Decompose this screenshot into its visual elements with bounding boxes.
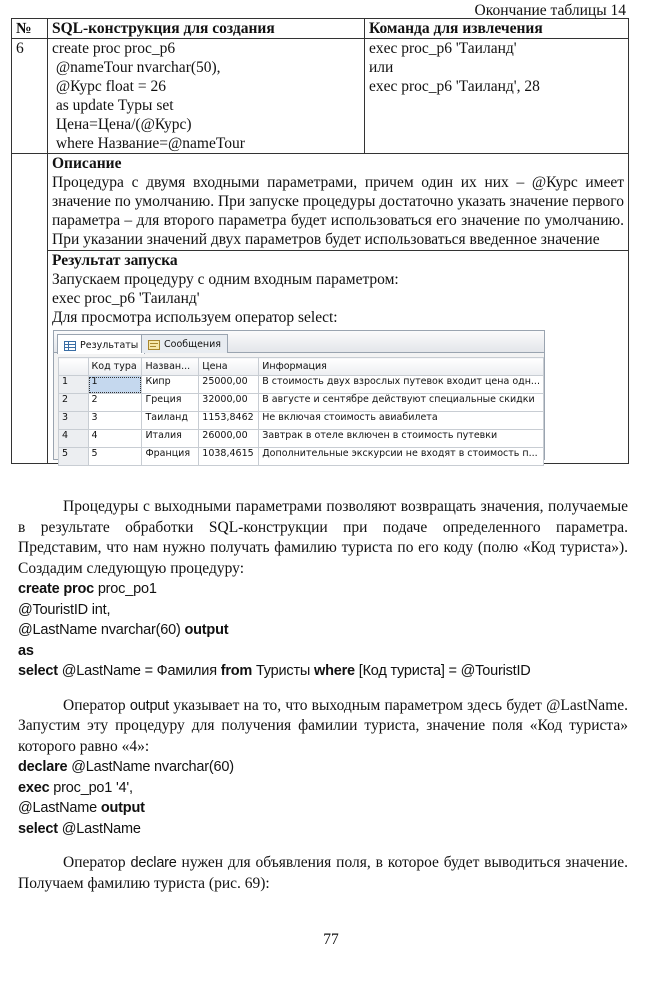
description-text: Процедура с двумя входными параметрами, причем один их них – @Курс имеет значение по умолчанию. При запуске процедуры достаточно указать значение первого параметра – для второго параметра будет использоваться его значение по умолчанию. При указании значений двух параметров будет использоваться введенное значение — [52, 174, 624, 248]
cell-name[interactable]: Греция — [142, 394, 199, 412]
messages-icon — [148, 340, 160, 350]
sql-line: @Курс float = 26 — [52, 78, 166, 95]
code-block-create — [18, 579, 628, 682]
cell-info[interactable]: Не включая стоимость авиабилета — [259, 412, 544, 430]
cell-code[interactable]: 1 — [88, 376, 142, 394]
row-number[interactable]: 5 — [59, 448, 89, 466]
code-line — [18, 641, 628, 662]
code-line — [18, 661, 628, 682]
grid-icon — [64, 341, 76, 351]
table-row — [59, 412, 544, 430]
result-cell — [48, 251, 629, 464]
col-header-name[interactable]: Назван... — [142, 358, 199, 376]
sql-line: where Название=@nameTour — [52, 135, 245, 152]
cell-price[interactable]: 26000,00 — [199, 430, 259, 448]
table-header-row — [12, 19, 629, 39]
paragraph-output-params: Процедуры с выходными параметрами позволяют возвращать значения, получаемые в результате обработки SQL-конструкции при подаче определенного параметра. Представим, что нам нужно получать фамилию туриста по его коду (полю «Код туриста»). Создадим следующую процедуру: — [18, 498, 628, 577]
code-keyword: as — [18, 642, 34, 659]
tab-results-label: Результаты — [80, 339, 139, 351]
paragraph-output-operator — [18, 696, 628, 758]
sql-cell — [48, 39, 365, 154]
text-span: указывает на то, что выходным параметром здесь будет @LastName. Запустим эту процедуру для получения фамилии туриста, значение поля «Код туриста» которого равно «4»: — [18, 696, 629, 755]
code-keyword: select — [18, 820, 58, 837]
cell-name[interactable]: Кипр — [142, 376, 199, 394]
result-line: Запускаем процедуру с одним входным параметром: — [52, 271, 399, 288]
command-cell — [365, 39, 629, 154]
empty-number-cell — [12, 154, 48, 464]
row-number: 6 — [12, 39, 48, 154]
results-grid-screenshot — [53, 330, 545, 460]
code-line: @TouristID int, — [18, 601, 111, 618]
row-number[interactable]: 3 — [59, 412, 89, 430]
code-keyword: declare — [18, 759, 68, 775]
cell-info[interactable]: Дополнительные экскурсии не входят в стоимость п... — [259, 448, 544, 466]
header-number: № — [12, 19, 48, 39]
header-sql: SQL-конструкция для создания — [48, 19, 365, 39]
cell-price[interactable]: 32000,00 — [199, 394, 259, 412]
code-text: proc_po1 — [93, 581, 157, 597]
cell-info[interactable]: В августе и сентябре действуют специальные скидки — [259, 394, 544, 412]
code-text: @LastName — [18, 800, 101, 816]
row-number[interactable]: 1 — [59, 376, 89, 394]
code-line — [18, 798, 628, 819]
cell-price[interactable]: 25000,00 — [199, 376, 259, 394]
code-keyword: select — [18, 663, 58, 679]
tab-messages[interactable] — [141, 334, 228, 353]
result-row — [12, 251, 629, 464]
code-text: Туристы — [252, 663, 314, 679]
code-keyword: output — [184, 622, 229, 638]
col-header-code[interactable]: Код тура — [88, 358, 142, 376]
code-line — [18, 620, 628, 641]
sql-line: create proc proc_p6 — [52, 40, 176, 57]
col-header-price[interactable]: Цена — [199, 358, 259, 376]
code-text: [Код туриста] = @TouristID — [354, 663, 531, 679]
paragraph-declare — [18, 853, 628, 894]
results-table — [58, 357, 544, 466]
table-row — [59, 394, 544, 412]
results-header-row — [59, 358, 544, 376]
table-row — [59, 430, 544, 448]
inline-code: output — [129, 697, 170, 714]
corner-cell — [59, 358, 89, 376]
cell-name[interactable]: Италия — [142, 430, 199, 448]
tab-messages-label: Сообщения — [164, 339, 222, 350]
code-text: @LastName nvarchar(60) — [67, 759, 234, 775]
header-command: Команда для извлечения — [365, 19, 629, 39]
code-block-declare — [18, 757, 628, 839]
cell-code[interactable]: 3 — [88, 412, 142, 430]
continuation-label: Окончание таблицы 14 — [474, 2, 626, 19]
result-line: exec proc_p6 'Таиланд' — [52, 290, 200, 307]
tab-results[interactable] — [57, 334, 145, 354]
text-span: Оператор — [63, 696, 130, 714]
code-text: @LastName = Фамилия — [57, 663, 221, 679]
procedure-table — [11, 18, 629, 464]
col-header-info[interactable]: Информация — [259, 358, 544, 376]
description-row — [12, 154, 629, 251]
result-line: Для просмотра используем оператор select: — [52, 309, 338, 326]
code-line — [18, 757, 628, 778]
result-title: Результат запуска — [52, 252, 178, 269]
code-keyword: exec — [18, 779, 50, 796]
table-row — [59, 376, 544, 394]
inline-code: declare — [130, 855, 177, 871]
cell-name[interactable]: Таиланд — [142, 412, 199, 430]
cell-code[interactable]: 5 — [88, 448, 142, 466]
row-number[interactable]: 4 — [59, 430, 89, 448]
sql-line: @nameTour nvarchar(50), — [52, 59, 221, 76]
cell-price[interactable]: 1153,8462 — [199, 412, 259, 430]
description-title: Описание — [52, 155, 122, 172]
cell-code[interactable]: 4 — [88, 430, 142, 448]
code-text: proc_po1 '4', — [49, 779, 133, 796]
code-keyword: output — [100, 800, 145, 816]
command-line: exec proc_p6 'Таиланд' — [369, 40, 517, 57]
code-keyword: where — [313, 663, 355, 679]
cell-info[interactable]: Завтрак в отеле включен в стоимость путевки — [259, 430, 544, 448]
results-tabs — [54, 331, 544, 353]
code-line — [18, 579, 628, 600]
cell-name[interactable]: Франция — [142, 448, 199, 466]
table-row — [59, 448, 544, 466]
code-line — [18, 778, 628, 799]
sql-line: Цена=Цена/(@Курс) — [52, 116, 192, 133]
cell-code[interactable]: 2 — [88, 394, 142, 412]
command-line: exec proc_p6 'Таиланд', 28 — [369, 78, 540, 95]
code-line — [18, 819, 628, 840]
code-keyword: create proc — [18, 581, 94, 597]
main-text — [18, 497, 628, 894]
page-number: 77 — [323, 931, 339, 948]
description-cell — [48, 154, 629, 251]
row-number[interactable]: 2 — [59, 394, 89, 412]
sql-line: as update Туры set — [52, 97, 174, 114]
code-keyword: from — [220, 663, 253, 679]
cell-info[interactable]: В стоимость двух взрослых путевок входит цена одн... — [259, 376, 544, 394]
cell-price[interactable]: 1038,4615 — [199, 448, 259, 466]
code-text: @LastName nvarchar(60) — [18, 622, 185, 638]
code-text: @LastName — [57, 820, 141, 837]
command-line: или — [369, 59, 394, 76]
table-row — [12, 39, 629, 154]
text-span: Оператор — [63, 854, 131, 871]
text-span: нужен для объявления поля, в которое будет выводиться значение. Получаем фамилию туриста (рис. 69): — [18, 854, 629, 892]
